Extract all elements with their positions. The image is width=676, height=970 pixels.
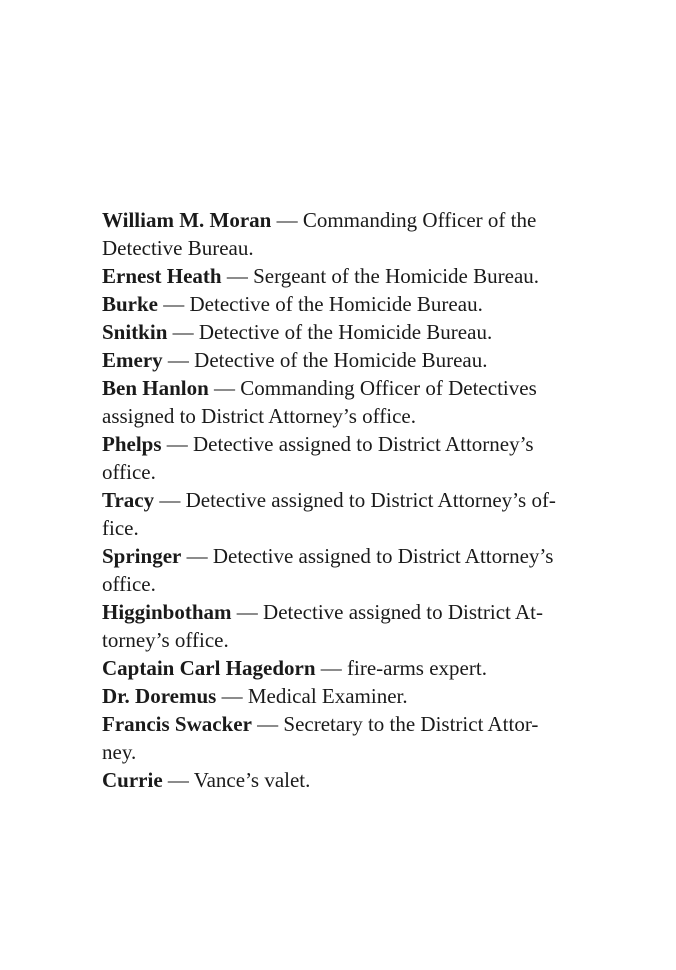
character-name: Springer [102,544,182,568]
cast-entry [102,430,586,486]
character-description: — Detective assigned to District At- [231,600,543,624]
entry-line [102,486,586,514]
entry-line [102,318,586,346]
character-description: — Medical Examiner. [216,684,408,708]
cast-entry [102,598,586,654]
cast-entry [102,682,586,710]
cast-entry [102,542,586,598]
character-name: William M. Moran [102,208,272,232]
character-description: — Detective assigned to District Attorney’s [181,544,554,568]
entry-line [102,766,586,794]
character-description: — Detective assigned to District Attorney’s [161,432,534,456]
entry-line [102,542,586,570]
character-description: — fire-arms expert. [315,656,487,680]
entry-continuation: torney’s office. [102,628,229,652]
cast-entry [102,262,586,290]
entry-line [102,682,586,710]
cast-entry [102,766,586,794]
cast-entry [102,346,586,374]
character-name: Phelps [102,432,162,456]
entry-continuation: office. [102,572,156,596]
entry-line [102,598,586,626]
character-description: — Detective assigned to District Attorney’s of- [154,488,556,512]
cast-entry [102,374,586,430]
character-name: Dr. Doremus [102,684,217,708]
character-name: Higginbotham [102,600,232,624]
entry-line [102,262,586,290]
entry-continuation: Detective Bureau. [102,236,254,260]
entry-line [102,346,586,374]
character-name: Ernest Heath [102,264,222,288]
entry-continuation: ney. [102,740,137,764]
cast-entry [102,206,586,262]
entry-line [102,206,586,234]
character-name: Emery [102,348,163,372]
cast-entry [102,318,586,346]
character-name: Francis Swacker [102,712,252,736]
character-description: — Secretary to the District Attor- [251,712,539,736]
character-description: — Sergeant of the Homicide Bureau. [221,264,540,288]
character-description: — Vance’s valet. [162,768,311,792]
entry-line [102,290,586,318]
cast-entry [102,290,586,318]
character-name: Snitkin [102,320,168,344]
character-description: — Commanding Officer of the [271,208,537,232]
character-name: Ben Hanlon [102,376,209,400]
cast-list [102,206,586,794]
entry-line [102,710,586,738]
character-description: — Commanding Officer of Detectives [208,376,537,400]
entry-continuation: office. [102,460,156,484]
entry-line [102,374,586,402]
character-description: — Detective of the Homicide Bureau. [162,348,488,372]
character-name: Captain Carl Hagedorn [102,656,316,680]
character-description: — Detective of the Homicide Bureau. [158,292,483,316]
cast-entry [102,654,586,682]
entry-line [102,654,586,682]
character-description: — Detective of the Homicide Bureau. [167,320,493,344]
character-name: Burke [102,292,159,316]
entry-line [102,430,586,458]
cast-entry [102,710,586,766]
character-name: Tracy [102,488,155,512]
character-name: Currie [102,768,163,792]
entry-continuation: fice. [102,516,139,540]
cast-entry [102,486,586,542]
entry-continuation: assigned to District Attorney’s office. [102,404,416,428]
